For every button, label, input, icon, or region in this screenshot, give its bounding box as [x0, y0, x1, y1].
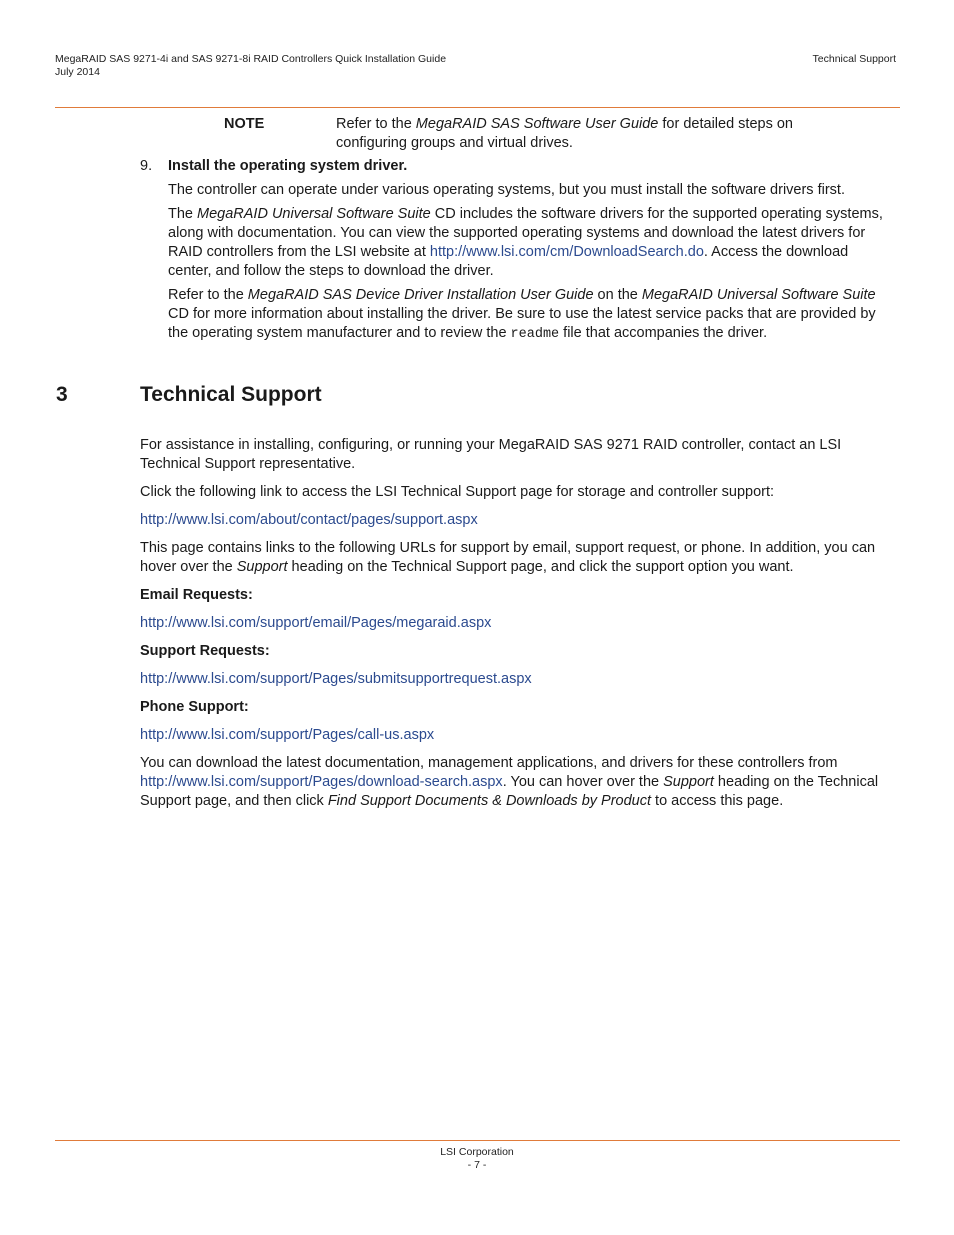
text-part: CD for more information about installing the driver. Be sure to use the latest service packs that are provided by the operating system manufacturer and to review the — [168, 306, 876, 341]
text-italic: MegaRAID Universal Software Suite — [197, 206, 431, 222]
section-number: 3 — [56, 383, 68, 406]
page-footer — [0, 1146, 954, 1172]
text-part: heading on the Technical Support page, and click the support option you want. — [287, 559, 794, 575]
text-italic: Support — [663, 774, 714, 790]
email-requests-link[interactable]: http://www.lsi.com/support/email/Pages/megaraid.aspx — [140, 615, 492, 631]
text-part: heading on the Technical Support page, and then click — [140, 774, 879, 809]
step-paragraph-1: The controller can operate under various operating systems, but you must install the software drivers first. — [168, 182, 845, 198]
phone-support-link[interactable]: http://www.lsi.com/support/Pages/call-us.aspx — [140, 727, 435, 743]
note-text — [336, 115, 796, 153]
note-label: NOTE — [224, 116, 265, 132]
email-requests-label: Email Requests: — [140, 587, 253, 603]
section-click-text: Click the following link to access the LSI Technical Support page for storage and controller support: — [140, 484, 775, 500]
step-paragraph-3 — [168, 286, 890, 344]
running-header-section: Technical Support — [812, 53, 896, 65]
text-part: Refer to the — [168, 287, 248, 303]
text-part: . You can hover over the — [502, 774, 664, 790]
footer-company: LSI Corporation — [440, 1146, 514, 1158]
step-paragraph-2 — [168, 205, 890, 281]
support-requests-label: Support Requests: — [140, 643, 270, 659]
readme-code: readme — [510, 327, 560, 342]
text-part: This page contains links to the following URLs for support by email, support request, or phone. In addition, you can hover over the — [140, 540, 876, 575]
text-part: . Access the download center, and follow the steps to download the driver. — [168, 244, 849, 279]
section-contains-text — [140, 539, 900, 577]
phone-support-label: Phone Support: — [140, 699, 249, 715]
step-number: 9. — [140, 158, 153, 174]
text-italic: MegaRAID Universal Software Suite — [641, 287, 876, 303]
support-page-link[interactable]: http://www.lsi.com/about/contact/pages/support.aspx — [140, 512, 478, 528]
step-body — [168, 157, 890, 349]
download-documents-link[interactable]: http://www.lsi.com/support/Pages/download-search.aspx — [140, 774, 503, 790]
text-part: CD includes the software drivers for the supported operating systems, along with documentation. You can view the supported operating systems and download the latest drivers for RAID controllers from the LSI website at — [168, 206, 883, 260]
text-italic: Find Support Documents & Downloads by Product — [327, 793, 652, 809]
text-italic: MegaRAID SAS Device Driver Installation User Guide — [247, 287, 594, 303]
download-search-link[interactable]: http://www.lsi.com/cm/DownloadSearch.do — [429, 244, 704, 260]
note-text-part: Refer to the — [336, 116, 416, 132]
text-part: The — [168, 206, 198, 222]
text-part: on the — [593, 287, 642, 303]
step-title: Install the operating system driver. — [168, 158, 408, 174]
text-part: file that accompanies the driver. — [559, 325, 768, 341]
doc-date: July 2014 — [55, 66, 100, 78]
doc-title: MegaRAID SAS 9271-4i and SAS 9271-8i RAID Controllers Quick Installation Guide — [55, 53, 447, 65]
text-italic: Support — [236, 559, 288, 575]
running-header-left — [55, 53, 446, 79]
footer-page-number: - 7 - — [467, 1159, 487, 1171]
text-part: to access this page. — [651, 793, 784, 809]
note-text-part: for detailed steps on configuring groups and virtual drives. — [336, 116, 793, 151]
section-title: Technical Support — [140, 383, 322, 406]
header-rule — [55, 107, 900, 108]
text-part: You can download the latest documentation, management applications, and drivers for these controllers from — [140, 755, 838, 771]
section-download-text — [140, 754, 900, 811]
section-body — [140, 436, 900, 820]
section-intro: For assistance in installing, configuring, or running your MegaRAID SAS 9271 RAID controller, contact an LSI Technical Support representative. — [140, 437, 842, 472]
support-requests-link[interactable]: http://www.lsi.com/support/Pages/submitsupportrequest.aspx — [140, 671, 532, 687]
note-text-italic: MegaRAID SAS Software User Guide — [415, 116, 659, 132]
footer-rule — [55, 1140, 900, 1141]
